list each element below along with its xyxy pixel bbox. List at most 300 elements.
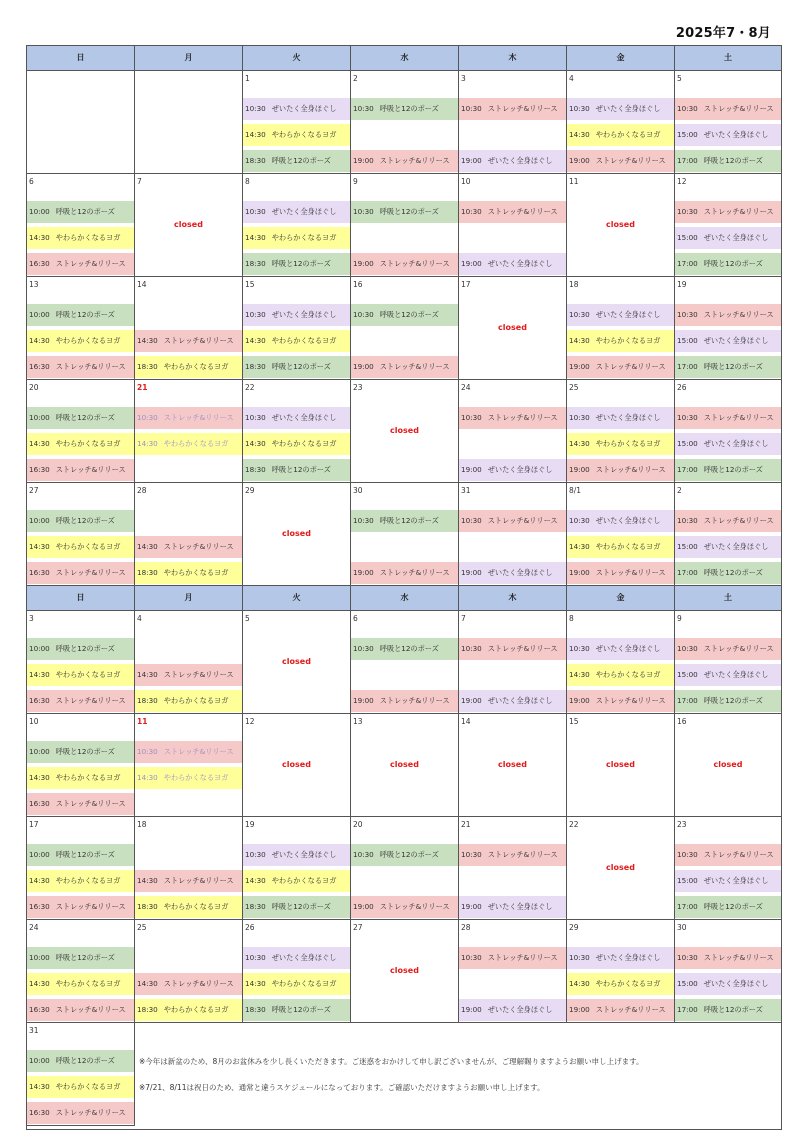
class-name: ぜいたく全身ほぐし (271, 850, 337, 859)
class-name: ストレッチ&リリース (487, 413, 558, 422)
class-entry[interactable] (351, 253, 458, 275)
class-name: ストレッチ&リリース (163, 747, 234, 756)
class-entry[interactable] (27, 767, 134, 789)
class-entry[interactable] (567, 664, 674, 686)
weekday-header: 月 (135, 46, 243, 70)
class-entry[interactable] (27, 638, 134, 660)
class-name: やわらかくなるヨガ (55, 773, 121, 782)
day-cell (567, 174, 675, 277)
class-entry[interactable] (243, 407, 350, 429)
day-cell (675, 611, 781, 714)
class-entry[interactable] (459, 459, 566, 481)
class-entry[interactable] (27, 1050, 134, 1072)
class-time: 10:30 (569, 310, 590, 319)
class-time: 10:30 (245, 207, 266, 216)
day-cell (135, 483, 243, 586)
class-name: ぜいたく全身ほぐし (487, 259, 553, 268)
class-entry[interactable] (675, 844, 781, 866)
class-name: 呼吸と12のポーズ (379, 850, 439, 859)
class-name: ストレッチ&リリース (55, 902, 126, 911)
class-time: 15:00 (677, 670, 698, 679)
class-entry[interactable] (243, 150, 350, 172)
day-number: 15 (569, 717, 579, 726)
class-time: 10:30 (461, 644, 482, 653)
class-entry[interactable] (459, 690, 566, 712)
class-time: 14:30 (137, 439, 158, 448)
class-time: 10:00 (29, 1056, 50, 1065)
class-name: 呼吸と12のポーズ (703, 259, 763, 268)
class-time: 10:00 (29, 310, 50, 319)
day-cell (459, 483, 567, 586)
class-entry[interactable] (135, 536, 242, 558)
weekday-header: 土 (724, 593, 732, 602)
day-number: 30 (677, 923, 687, 932)
closed-label: closed (606, 219, 635, 229)
closed-label: closed (390, 425, 419, 435)
class-entry[interactable] (243, 896, 350, 918)
class-entry[interactable] (27, 356, 134, 378)
class-name: ストレッチ&リリース (487, 104, 558, 113)
class-entry[interactable] (675, 253, 781, 275)
class-name: ぜいたく全身ほぐし (271, 310, 337, 319)
class-name: ストレッチ&リリース (55, 362, 126, 371)
class-name: やわらかくなるヨガ (163, 362, 229, 371)
day-number: 17 (29, 820, 39, 829)
class-entry[interactable] (675, 150, 781, 172)
class-entry[interactable] (243, 973, 350, 995)
weekday-header: 土 (724, 53, 732, 62)
class-time: 14:30 (29, 773, 50, 782)
class-entry[interactable] (27, 201, 134, 223)
class-entry[interactable] (351, 150, 458, 172)
class-entry[interactable] (351, 510, 458, 532)
class-entry[interactable] (351, 638, 458, 660)
class-entry[interactable] (27, 227, 134, 249)
day-cell (135, 380, 243, 483)
class-entry[interactable] (459, 999, 566, 1021)
calendar-title: 2025年7・8月 (675, 26, 771, 41)
class-entry[interactable] (135, 870, 242, 892)
day-number: 12 (245, 717, 255, 726)
class-entry[interactable] (135, 330, 242, 352)
class-time: 14:30 (245, 876, 266, 885)
class-name: 呼吸と12のポーズ (271, 465, 331, 474)
class-entry[interactable] (27, 999, 134, 1021)
class-name: ストレッチ&リリース (163, 979, 234, 988)
day-cell (567, 71, 675, 174)
class-time: 16:30 (29, 799, 50, 808)
class-name: ぜいたく全身ほぐし (595, 310, 661, 319)
class-name: やわらかくなるヨガ (163, 696, 229, 705)
class-time: 10:00 (29, 413, 50, 422)
class-time: 10:30 (569, 413, 590, 422)
class-time: 10:30 (461, 850, 482, 859)
day-cell (27, 483, 135, 586)
weekday-header-row (27, 46, 781, 71)
class-entry[interactable] (567, 536, 674, 558)
class-name: ストレッチ&リリース (55, 568, 126, 577)
class-entry[interactable] (27, 536, 134, 558)
class-time: 10:30 (461, 516, 482, 525)
class-entry[interactable] (135, 562, 242, 584)
class-name: 呼吸と12のポーズ (379, 310, 439, 319)
day-number: 18 (137, 820, 147, 829)
class-entry[interactable] (459, 98, 566, 120)
class-name: やわらかくなるヨガ (271, 979, 337, 988)
class-entry[interactable] (351, 98, 458, 120)
class-name: 呼吸と12のポーズ (703, 902, 763, 911)
class-entry[interactable] (243, 356, 350, 378)
class-entry[interactable] (135, 896, 242, 918)
class-entry[interactable] (27, 1076, 134, 1098)
class-time: 18:30 (245, 465, 266, 474)
class-entry[interactable] (27, 690, 134, 712)
day-number: 29 (569, 923, 579, 932)
class-time: 14:30 (245, 336, 266, 345)
class-name: ストレッチ&リリース (595, 568, 666, 577)
weekday-header: 火 (243, 586, 351, 610)
class-entry[interactable] (567, 638, 674, 660)
class-entry[interactable] (675, 304, 781, 326)
class-time: 14:30 (245, 439, 266, 448)
class-name: ストレッチ&リリース (379, 902, 450, 911)
class-time: 16:30 (29, 902, 50, 911)
class-time: 10:30 (245, 413, 266, 422)
class-time: 10:30 (569, 516, 590, 525)
day-number: 5 (245, 614, 250, 623)
class-entry[interactable] (351, 201, 458, 223)
class-time: 14:30 (245, 130, 266, 139)
day-cell (459, 611, 567, 714)
class-entry[interactable] (27, 459, 134, 481)
class-name: やわらかくなるヨガ (163, 902, 229, 911)
class-name: 呼吸と12のポーズ (271, 156, 331, 165)
class-entry[interactable] (27, 741, 134, 763)
class-name: ストレッチ&リリース (595, 1005, 666, 1014)
class-entry[interactable] (675, 98, 781, 120)
class-entry[interactable] (675, 510, 781, 532)
class-name: 呼吸と12のポーズ (55, 850, 115, 859)
day-number: 23 (677, 820, 687, 829)
class-entry[interactable] (27, 973, 134, 995)
class-name: やわらかくなるヨガ (595, 979, 661, 988)
class-time: 19:00 (353, 156, 374, 165)
day-number: 25 (137, 923, 147, 932)
class-time: 10:00 (29, 747, 50, 756)
class-entry[interactable] (567, 304, 674, 326)
class-time: 15:00 (677, 336, 698, 345)
closed-label: closed (174, 219, 203, 229)
class-time: 14:30 (569, 979, 590, 988)
class-entry[interactable] (135, 767, 242, 789)
class-time: 18:30 (245, 1005, 266, 1014)
day-cell (351, 380, 459, 483)
class-name: ストレッチ&リリース (55, 1005, 126, 1014)
class-entry[interactable] (459, 896, 566, 918)
day-cell (27, 817, 135, 920)
class-time: 10:30 (137, 747, 158, 756)
class-entry[interactable] (675, 459, 781, 481)
class-time: 16:30 (29, 465, 50, 474)
class-name: やわらかくなるヨガ (55, 1082, 121, 1091)
class-entry[interactable] (675, 947, 781, 969)
day-number: 6 (353, 614, 358, 623)
class-name: やわらかくなるヨガ (163, 439, 229, 448)
class-entry[interactable] (243, 124, 350, 146)
class-entry[interactable] (351, 896, 458, 918)
class-entry[interactable] (675, 433, 781, 455)
class-entry[interactable] (567, 690, 674, 712)
class-name: ストレッチ&リリース (487, 207, 558, 216)
day-cell (243, 714, 351, 817)
class-entry[interactable] (675, 870, 781, 892)
class-entry[interactable] (675, 562, 781, 584)
class-entry[interactable] (567, 433, 674, 455)
class-name: やわらかくなるヨガ (163, 568, 229, 577)
class-name: ぜいたく全身ほぐし (703, 876, 769, 885)
day-number: 11 (137, 717, 148, 726)
class-entry[interactable] (675, 896, 781, 918)
class-name: ぜいたく全身ほぐし (703, 979, 769, 988)
class-time: 16:30 (29, 696, 50, 705)
weekday-header: 木 (459, 586, 567, 610)
class-time: 10:30 (569, 104, 590, 113)
class-time: 19:00 (461, 259, 482, 268)
class-entry[interactable] (243, 98, 350, 120)
day-number: 26 (677, 383, 687, 392)
class-name: 呼吸と12のポーズ (271, 362, 331, 371)
class-entry[interactable] (27, 844, 134, 866)
class-entry[interactable] (567, 98, 674, 120)
class-name: ストレッチ&リリース (163, 670, 234, 679)
day-cell (459, 71, 567, 174)
class-entry[interactable] (675, 536, 781, 558)
class-entry[interactable] (675, 124, 781, 146)
class-entry[interactable] (135, 356, 242, 378)
class-entry[interactable] (135, 433, 242, 455)
day-cell (243, 71, 351, 174)
class-name: ストレッチ&リリース (703, 413, 774, 422)
class-time: 16:30 (29, 259, 50, 268)
class-entry[interactable] (567, 407, 674, 429)
class-entry[interactable] (567, 562, 674, 584)
class-entry[interactable] (27, 562, 134, 584)
class-entry[interactable] (243, 947, 350, 969)
class-entry[interactable] (243, 459, 350, 481)
class-entry[interactable] (27, 1102, 134, 1124)
day-cell (135, 920, 243, 1023)
class-entry[interactable] (459, 844, 566, 866)
class-name: ぜいたく全身ほぐし (703, 130, 769, 139)
class-time: 14:30 (137, 670, 158, 679)
class-entry[interactable] (27, 896, 134, 918)
class-time: 14:30 (245, 233, 266, 242)
class-name: ストレッチ&リリース (163, 336, 234, 345)
class-entry[interactable] (27, 407, 134, 429)
class-time: 18:30 (137, 902, 158, 911)
class-name: ぜいたく全身ほぐし (271, 207, 337, 216)
class-entry[interactable] (243, 433, 350, 455)
day-cell (351, 277, 459, 380)
class-entry[interactable] (351, 844, 458, 866)
class-entry[interactable] (27, 664, 134, 686)
class-time: 14:30 (245, 979, 266, 988)
class-time: 10:30 (353, 850, 374, 859)
day-number: 24 (461, 383, 471, 392)
class-entry[interactable] (567, 973, 674, 995)
class-name: ストレッチ&リリース (703, 104, 774, 113)
class-name: ストレッチ&リリース (487, 953, 558, 962)
class-time: 14:30 (569, 670, 590, 679)
class-name: 呼吸と12のポーズ (271, 259, 331, 268)
day-cell (135, 817, 243, 920)
day-number: 16 (353, 280, 363, 289)
class-entry[interactable] (351, 356, 458, 378)
class-entry[interactable] (459, 562, 566, 584)
class-time: 17:00 (677, 568, 698, 577)
class-name: ぜいたく全身ほぐし (271, 104, 337, 113)
class-name: ぜいたく全身ほぐし (595, 644, 661, 653)
class-entry[interactable] (567, 330, 674, 352)
class-name: やわらかくなるヨガ (595, 130, 661, 139)
class-entry[interactable] (27, 870, 134, 892)
class-entry[interactable] (135, 973, 242, 995)
class-name: やわらかくなるヨガ (271, 130, 337, 139)
class-entry[interactable] (675, 356, 781, 378)
class-entry[interactable] (675, 201, 781, 223)
day-number: 27 (353, 923, 363, 932)
class-entry[interactable] (459, 150, 566, 172)
class-entry[interactable] (459, 407, 566, 429)
class-name: ストレッチ&リリース (379, 362, 450, 371)
class-entry[interactable] (351, 690, 458, 712)
weekday-header: 金 (567, 586, 675, 610)
day-number: 3 (461, 74, 466, 83)
class-entry[interactable] (27, 793, 134, 815)
class-time: 10:30 (461, 413, 482, 422)
day-cell (135, 277, 243, 380)
class-time: 10:30 (461, 207, 482, 216)
day-number: 4 (569, 74, 574, 83)
class-name: 呼吸と12のポーズ (703, 568, 763, 577)
class-entry[interactable] (351, 304, 458, 326)
class-time: 14:30 (29, 1082, 50, 1091)
day-number: 4 (137, 614, 142, 623)
day-cell (567, 380, 675, 483)
class-entry[interactable] (27, 304, 134, 326)
class-name: ぜいたく全身ほぐし (595, 516, 661, 525)
weekday-header: 金 (567, 46, 675, 70)
class-time: 18:30 (137, 696, 158, 705)
class-time: 10:30 (461, 953, 482, 962)
class-entry[interactable] (675, 664, 781, 686)
class-entry[interactable] (27, 253, 134, 275)
class-entry[interactable] (27, 433, 134, 455)
class-name: ストレッチ&リリース (379, 156, 450, 165)
class-name: ぜいたく全身ほぐし (703, 439, 769, 448)
class-entry[interactable] (243, 201, 350, 223)
class-entry[interactable] (243, 304, 350, 326)
class-entry[interactable] (675, 330, 781, 352)
class-entry[interactable] (135, 741, 242, 763)
class-entry[interactable] (243, 330, 350, 352)
class-entry[interactable] (135, 664, 242, 686)
day-cell (675, 483, 781, 586)
class-entry[interactable] (243, 844, 350, 866)
class-entry[interactable] (459, 510, 566, 532)
class-entry[interactable] (567, 150, 674, 172)
class-name: ストレッチ&リリース (595, 156, 666, 165)
day-cell (27, 1023, 135, 1126)
class-entry[interactable] (135, 999, 242, 1021)
class-entry[interactable] (459, 947, 566, 969)
class-entry[interactable] (459, 253, 566, 275)
class-entry[interactable] (459, 638, 566, 660)
day-cell (351, 71, 459, 174)
class-entry[interactable] (243, 253, 350, 275)
class-entry[interactable] (675, 690, 781, 712)
class-time: 10:30 (245, 850, 266, 859)
class-entry[interactable] (351, 562, 458, 584)
class-name: ストレッチ&リリース (703, 850, 774, 859)
day-number: 27 (29, 486, 39, 495)
class-time: 19:00 (353, 902, 374, 911)
class-entry[interactable] (567, 459, 674, 481)
class-time: 10:30 (677, 516, 698, 525)
class-entry[interactable] (675, 638, 781, 660)
day-cell (351, 611, 459, 714)
day-cell (135, 714, 243, 817)
class-name: ストレッチ&リリース (703, 953, 774, 962)
class-entry[interactable] (459, 201, 566, 223)
class-time: 14:30 (29, 979, 50, 988)
class-entry[interactable] (243, 999, 350, 1021)
class-time: 10:30 (353, 516, 374, 525)
class-entry[interactable] (675, 407, 781, 429)
class-entry[interactable] (567, 510, 674, 532)
class-entry[interactable] (675, 227, 781, 249)
day-number: 28 (137, 486, 147, 495)
class-name: やわらかくなるヨガ (55, 670, 121, 679)
class-entry[interactable] (567, 356, 674, 378)
class-time: 10:30 (677, 207, 698, 216)
class-entry[interactable] (27, 510, 134, 532)
class-entry[interactable] (27, 330, 134, 352)
day-cell (27, 174, 135, 277)
day-cell (459, 174, 567, 277)
class-entry[interactable] (567, 947, 674, 969)
class-time: 14:30 (569, 130, 590, 139)
class-entry[interactable] (567, 124, 674, 146)
class-entry[interactable] (675, 973, 781, 995)
day-number: 22 (569, 820, 579, 829)
class-name: ぜいたく全身ほぐし (487, 902, 553, 911)
class-name: ぜいたく全身ほぐし (487, 568, 553, 577)
day-cell (351, 483, 459, 586)
day-cell (135, 611, 243, 714)
class-time: 14:30 (137, 979, 158, 988)
class-entry[interactable] (27, 947, 134, 969)
class-entry[interactable] (243, 227, 350, 249)
class-entry[interactable] (135, 407, 242, 429)
class-name: やわらかくなるヨガ (163, 1005, 229, 1014)
day-number: 23 (353, 383, 363, 392)
note-text: ※7/21、8/11は祝日のため、通常と違うスケジュールになっております。ご確認いただけますようお願い申し上げます。 (139, 1083, 545, 1092)
class-entry[interactable] (567, 999, 674, 1021)
class-entry[interactable] (243, 870, 350, 892)
class-entry[interactable] (675, 999, 781, 1021)
class-entry[interactable] (135, 690, 242, 712)
